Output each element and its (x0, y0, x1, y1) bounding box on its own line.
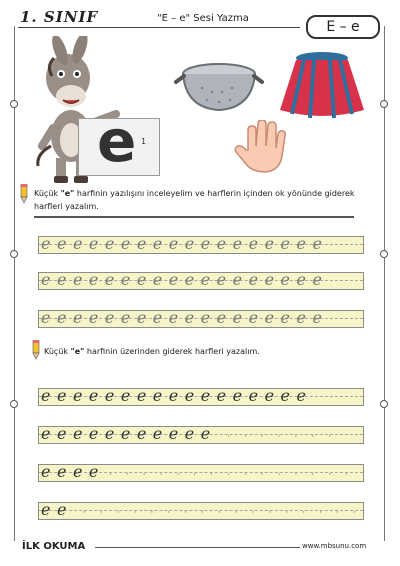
writing-row (38, 464, 364, 482)
trace-row (38, 310, 364, 328)
binder-hole (10, 400, 18, 408)
instruction-letter: "e" (60, 189, 75, 198)
hand-icon (234, 120, 296, 176)
pencil-icon (30, 340, 42, 360)
header-divider (100, 27, 300, 28)
trace-letters: eeeeeeeeeeeeeeeeee (41, 270, 329, 289)
header-divider (18, 27, 100, 28)
instruction-1 (34, 187, 364, 213)
instruction-text: harfinin üzerinden giderek harfleri yazalım. (84, 347, 260, 356)
colander-icon (172, 56, 266, 118)
worksheet-title: "E – e" Sesi Yazma (157, 13, 249, 24)
trace-letters: eeeeeeeeeeeeeeeeee (41, 234, 329, 253)
dotted-guide: ··············· (109, 470, 362, 480)
binder-hole (380, 400, 388, 408)
footer-url: www.mbsunu.com (302, 542, 367, 550)
skirt-icon (274, 48, 370, 120)
writing-row (38, 426, 364, 444)
letter-box: E – e (306, 15, 380, 39)
instruction-2 (44, 345, 354, 358)
model-letters: eeeeeeeeeee (41, 424, 217, 443)
letter-card-glyph: e (97, 107, 137, 175)
writing-row (38, 500, 370, 520)
instruction-text: Küçük (34, 189, 61, 198)
binder-hole (380, 100, 388, 108)
binder-hole (380, 250, 388, 258)
trace-letters: eeeeeeeeeeeeeeeeee (41, 308, 329, 327)
footer-logo: İLK OKUMA (22, 541, 86, 552)
instruction-text: Küçük (44, 347, 71, 356)
model-letters: ee (41, 500, 73, 519)
writing-row (38, 388, 364, 406)
section-underline (34, 216, 354, 218)
pencil-icon (18, 184, 30, 204)
instruction-text: harfinin yazılışını inceleyelim ve harflerin içinden ok yönünde giderek harfleri yazalım. (34, 189, 355, 211)
model-letters: eeeeeeeeeeeeeeeee (41, 386, 313, 405)
grade-label: 1. SINIF (20, 8, 99, 26)
trace-row (38, 272, 364, 290)
dotted-guide: ················· (83, 508, 370, 518)
trace-row (38, 236, 364, 254)
footer-divider (95, 547, 300, 548)
instruction-letter: "e" (70, 347, 85, 356)
dotted-guide: ······· (227, 432, 346, 442)
letter-card (78, 107, 160, 176)
model-letters: eeee (41, 462, 105, 481)
binder-hole (10, 250, 18, 258)
letter-card-index: 1 (141, 137, 147, 146)
